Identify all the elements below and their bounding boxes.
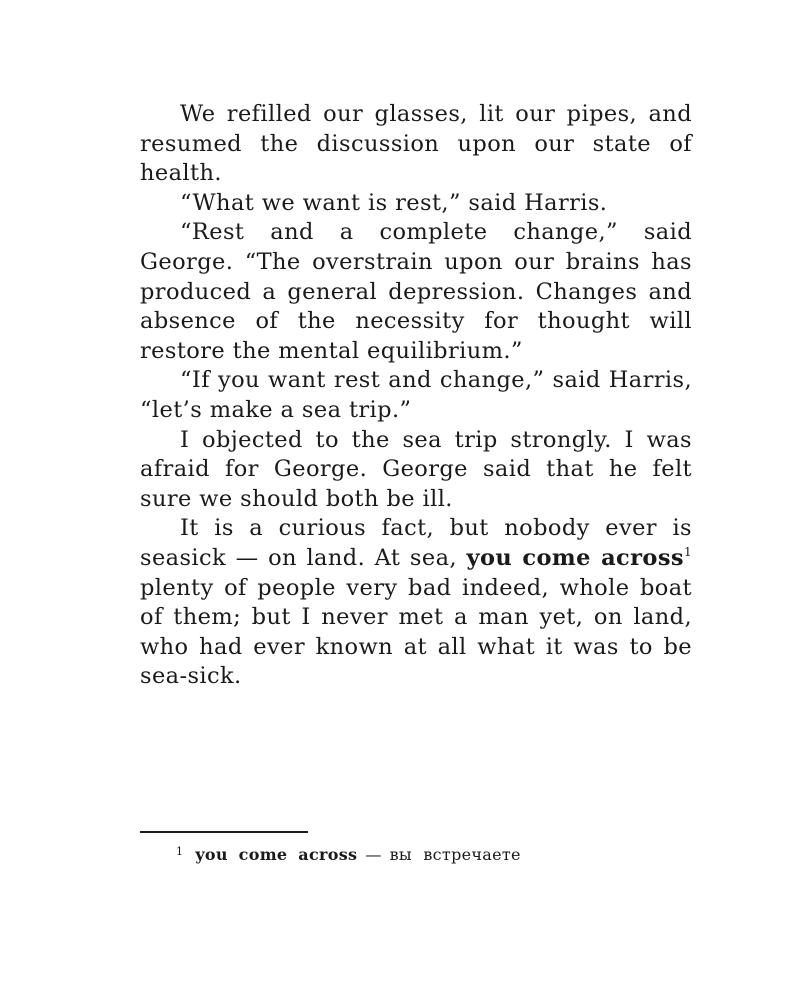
paragraph-sea-trip xyxy=(140,366,692,425)
paragraph-text: I objected to the sea trip strongly. I was afraid for George. George said that he felt sure we should both be ill. xyxy=(140,426,692,512)
paragraph-text: “What we want is rest,” said Harris. xyxy=(180,189,608,216)
paragraph-curious-fact xyxy=(140,514,692,692)
paragraph-objected xyxy=(140,426,692,515)
glossed-phrase: you come across xyxy=(466,544,684,571)
paragraph-want-rest xyxy=(140,189,692,219)
footnote-reference: 1 xyxy=(683,544,693,559)
paragraph-complete-change xyxy=(140,218,692,366)
paragraph-text: plenty of people very bad indeed, whole boat of them; but I never met a man yet, on land, who had ever known at all what it was to be sea-sick. xyxy=(140,574,692,690)
paragraph-text: It is a curious fact, but nobody ever is seasick — on land. At sea, xyxy=(140,515,692,571)
footnote-translation: вы встречаете xyxy=(389,845,521,864)
footnote-dash: — xyxy=(365,845,382,864)
paragraph-text: “Rest and a complete change,” said George. “The overstrain upon our brains has produced a general depression. Changes and absence of the necessity for thought will restore the mental equilibrium.” xyxy=(140,219,692,364)
footnote-divider xyxy=(140,831,308,833)
footnote-term: you come across xyxy=(195,845,358,864)
paragraph-text: “If you want rest and change,” said Harris, “let’s make a sea trip.” xyxy=(140,367,692,423)
footnote xyxy=(176,840,696,867)
paragraph-refilled-glasses xyxy=(140,100,692,189)
paragraph-text: We refilled our glasses, lit our pipes, and resumed the discussion upon our state of health. xyxy=(140,101,692,187)
book-page-text xyxy=(140,100,692,692)
footnote-mark: 1 xyxy=(176,845,184,858)
